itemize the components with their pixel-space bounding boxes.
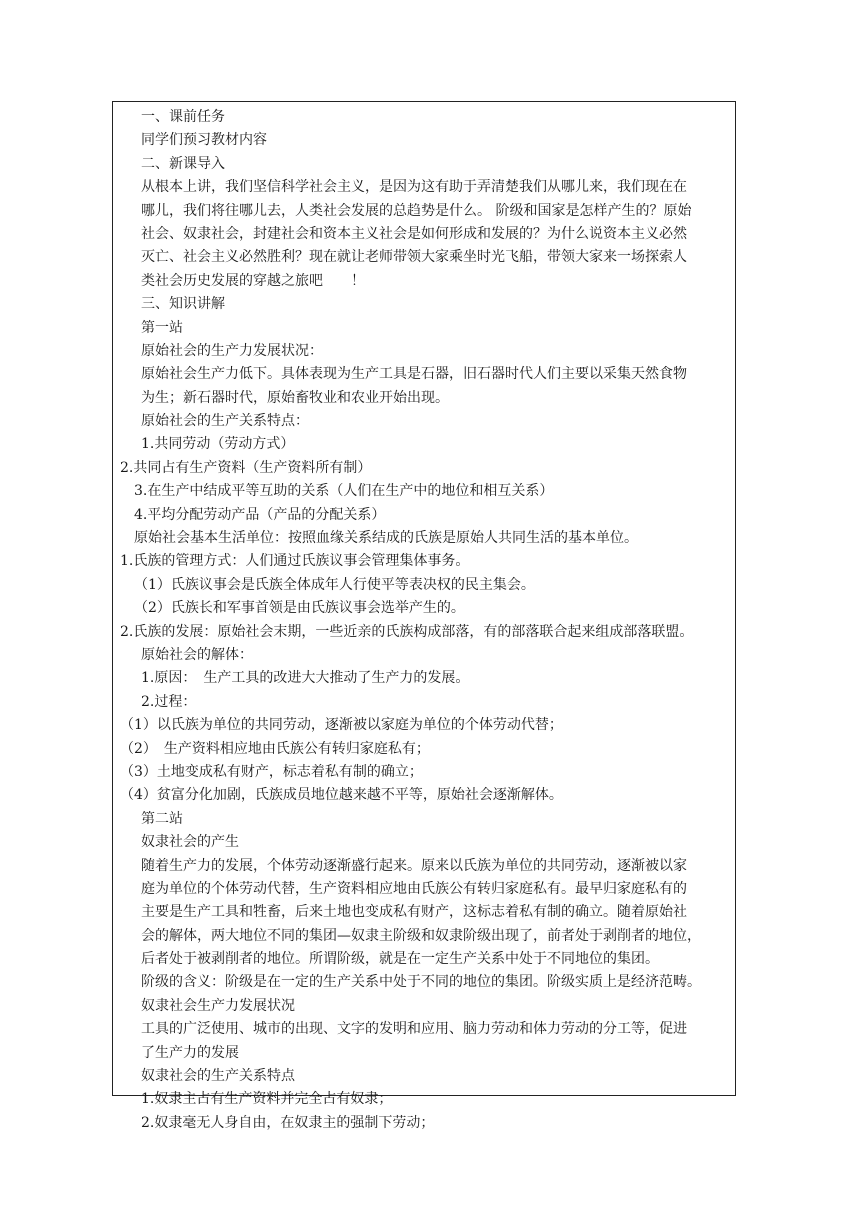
text-line: 灭亡、社会主义必然胜利？现在就让老师带领大家乘坐时光飞船，带领大家来一场探索人 <box>141 249 687 266</box>
text-line: 原始社会生产力低下。具体表现为生产工具是石器，旧石器时代人们主要以采集天然食物 <box>141 366 687 383</box>
text-line: 了生产力的发展 <box>141 1044 239 1061</box>
text-line: 4.平均分配劳动产品（产品的分配关系） <box>134 506 386 523</box>
text-line: 类社会历史发展的穿越之旅吧 ！ <box>141 272 365 289</box>
text-line: 庭为单位的个体劳动代替，生产资料相应地由氏族公有转归家庭私有。最早归家庭私有的 <box>141 880 687 897</box>
text-line: 3.在生产中结成平等互助的关系（人们在生产中的地位和相互关系） <box>134 483 554 500</box>
text-line: 2.奴隶毫无人身自由，在奴隶主的强制下劳动； <box>141 1114 435 1131</box>
text-line: 随着生产力的发展，个体劳动逐渐盛行起来。原来以氏族为单位的共同劳动，逐渐被以家 <box>141 857 687 874</box>
text-line: （1）以氏族为单位的共同劳动，逐渐被以家庭为单位的个体劳动代替； <box>120 717 563 734</box>
text-line: （3）土地变成私有财产，标志着私有制的确立； <box>120 763 423 780</box>
text-line: （1）氏族议事会是氏族全体成年人行使平等表决权的民主集会。 <box>134 576 535 593</box>
text-line: 会的解体，两大地位不同的集团—奴隶主阶级和奴隶阶级出现了，前者处于剥削者的地位， <box>141 927 701 944</box>
text-line: 1.奴隶主占有生产资料并完全占有奴隶； <box>141 1091 393 1108</box>
text-line: 原始社会的生产关系特点： <box>141 413 309 430</box>
text-line: 1.原因： 生产工具的改进大大推动了生产力的发展。 <box>141 670 470 687</box>
text-line: 一、课前任务 <box>141 109 225 125</box>
text-line: 阶级的含义：阶级是在一定的生产关系中处于不同的地位的集团。阶级实质上是经济范畴。 <box>141 974 701 991</box>
text-line: （4）贫富分化加剧，氏族成员地位越来越不平等，原始社会逐渐解体。 <box>120 787 563 804</box>
text-line: 2.氏族的发展：原始社会末期，一些近亲的氏族构成部落，有的部落联合起来组成部落联盟。 <box>120 623 694 640</box>
text-line: 二、新课导入 <box>141 155 225 172</box>
text-line: 三、知识讲解 <box>141 296 225 313</box>
text-line: 主要是生产工具和牲畜，后来土地也变成私有财产，这标志着私有制的确立。随着原始社 <box>141 904 687 921</box>
text-line: 后者处于被剥削者的地位。所谓阶级，就是在一定生产关系中处于不同地位的集团。 <box>141 951 659 968</box>
text-line: 社会、奴隶社会，封建社会和资本主义社会是如何形成和发展的？为什么说资本主义必然 <box>141 225 687 242</box>
text-line: （2） 生产资料相应地由氏族公有转归家庭私有； <box>120 740 430 757</box>
text-line: 第一站 <box>141 319 183 336</box>
text-line: 奴隶社会生产力发展状况 <box>141 997 295 1014</box>
text-line: 第二站 <box>141 810 183 827</box>
text-line: （2）氏族长和军事首领是由氏族议事会选举产生的。 <box>134 600 465 617</box>
text-line: 原始社会的生产力发展状况： <box>141 342 323 359</box>
text-line: 原始社会的解体： <box>141 646 253 663</box>
text-line: 2.共同占有生产资料（生产资料所有制） <box>120 459 372 476</box>
text-line: 奴隶社会的生产关系特点 <box>141 1068 295 1085</box>
text-line: 奴隶社会的产生 <box>141 834 239 851</box>
text-line: 同学们预习教材内容 <box>141 132 267 149</box>
text-line: 从根本上讲，我们坚信科学社会主义，是因为这有助于弄清楚我们从哪儿来，我们现在在 <box>141 179 687 196</box>
text-line: 原始社会基本生活单位：按照血缘关系结成的氏族是原始人共同生活的基本单位。 <box>134 530 638 547</box>
text-line: 1.共同劳动（劳动方式） <box>141 436 295 453</box>
text-line: 哪儿，我们将往哪儿去，人类社会发展的总趋势是什么。 阶级和国家是怎样产生的？原始 <box>141 202 692 219</box>
lesson-content-box <box>112 101 736 1131</box>
text-line: 2.过程： <box>141 693 197 710</box>
lesson-text-lines <box>120 106 732 1135</box>
text-line: 工具的广泛使用、城市的出现、文字的发明和应用、脑力劳动和体力劳动的分工等，促进 <box>141 1021 687 1038</box>
text-line: 为生；新石器时代，原始畜牧业和农业开始出现。 <box>141 389 449 406</box>
text-line: 1.氏族的管理方式：人们通过氏族议事会管理集体事务。 <box>120 553 470 570</box>
